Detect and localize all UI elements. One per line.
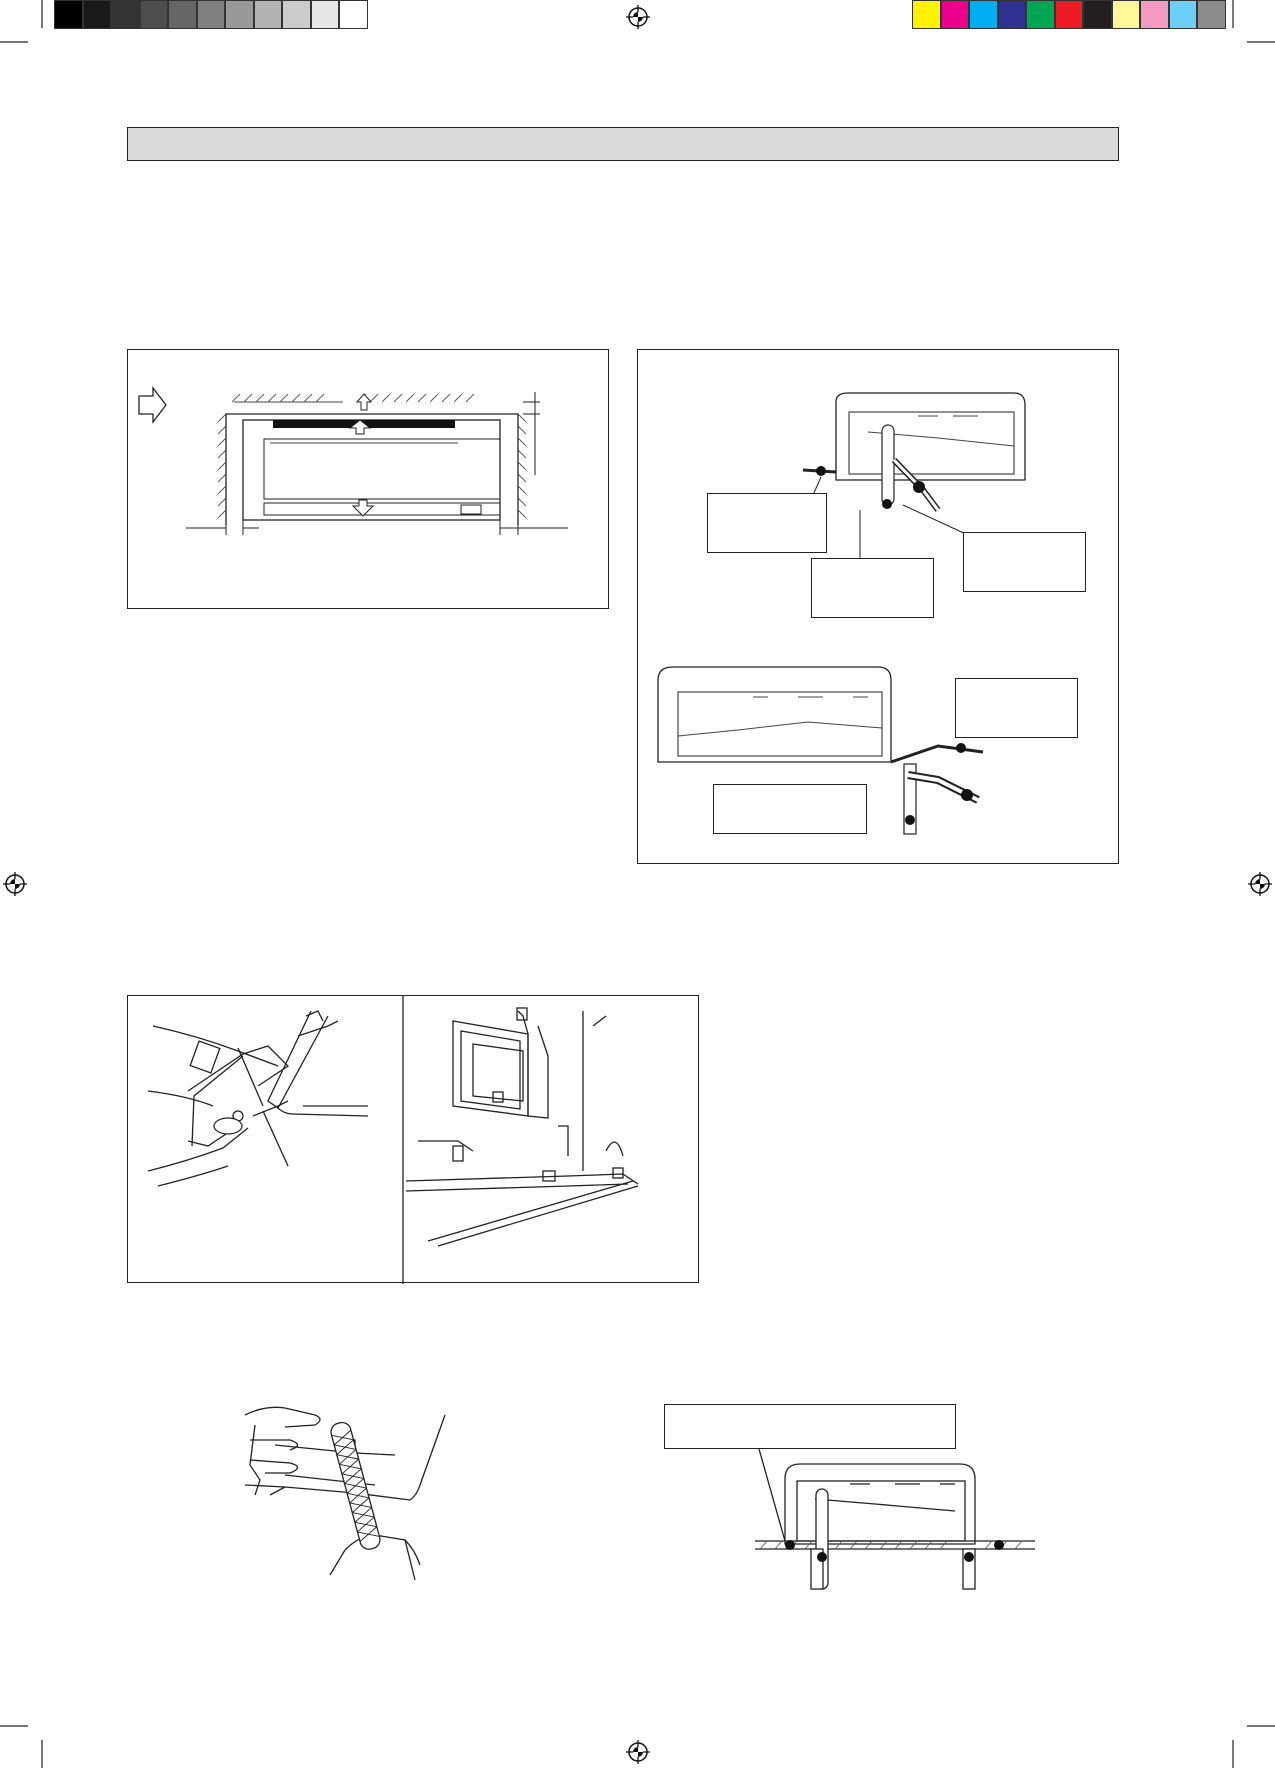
registration-mark-left — [3, 872, 27, 896]
registration-mark-right — [1248, 872, 1272, 896]
registration-mark-bottom — [626, 1740, 650, 1764]
clearance-figure — [127, 349, 609, 609]
cutting-figure — [127, 995, 699, 1283]
clearance-drawing — [128, 350, 610, 610]
cutting-drawing — [128, 996, 700, 1284]
piping-label-4 — [955, 678, 1078, 738]
registration-mark-top — [626, 5, 650, 29]
wall-label — [664, 1404, 956, 1449]
piping-label-5 — [713, 784, 867, 834]
piping-figure — [637, 349, 1119, 864]
piping-label-2 — [811, 558, 934, 618]
piping-label-3 — [963, 532, 1086, 592]
filing-figure — [245, 1405, 505, 1585]
wall-figure — [755, 1449, 1045, 1589]
section-title-bar — [127, 127, 1119, 161]
piping-label-1 — [707, 493, 827, 553]
